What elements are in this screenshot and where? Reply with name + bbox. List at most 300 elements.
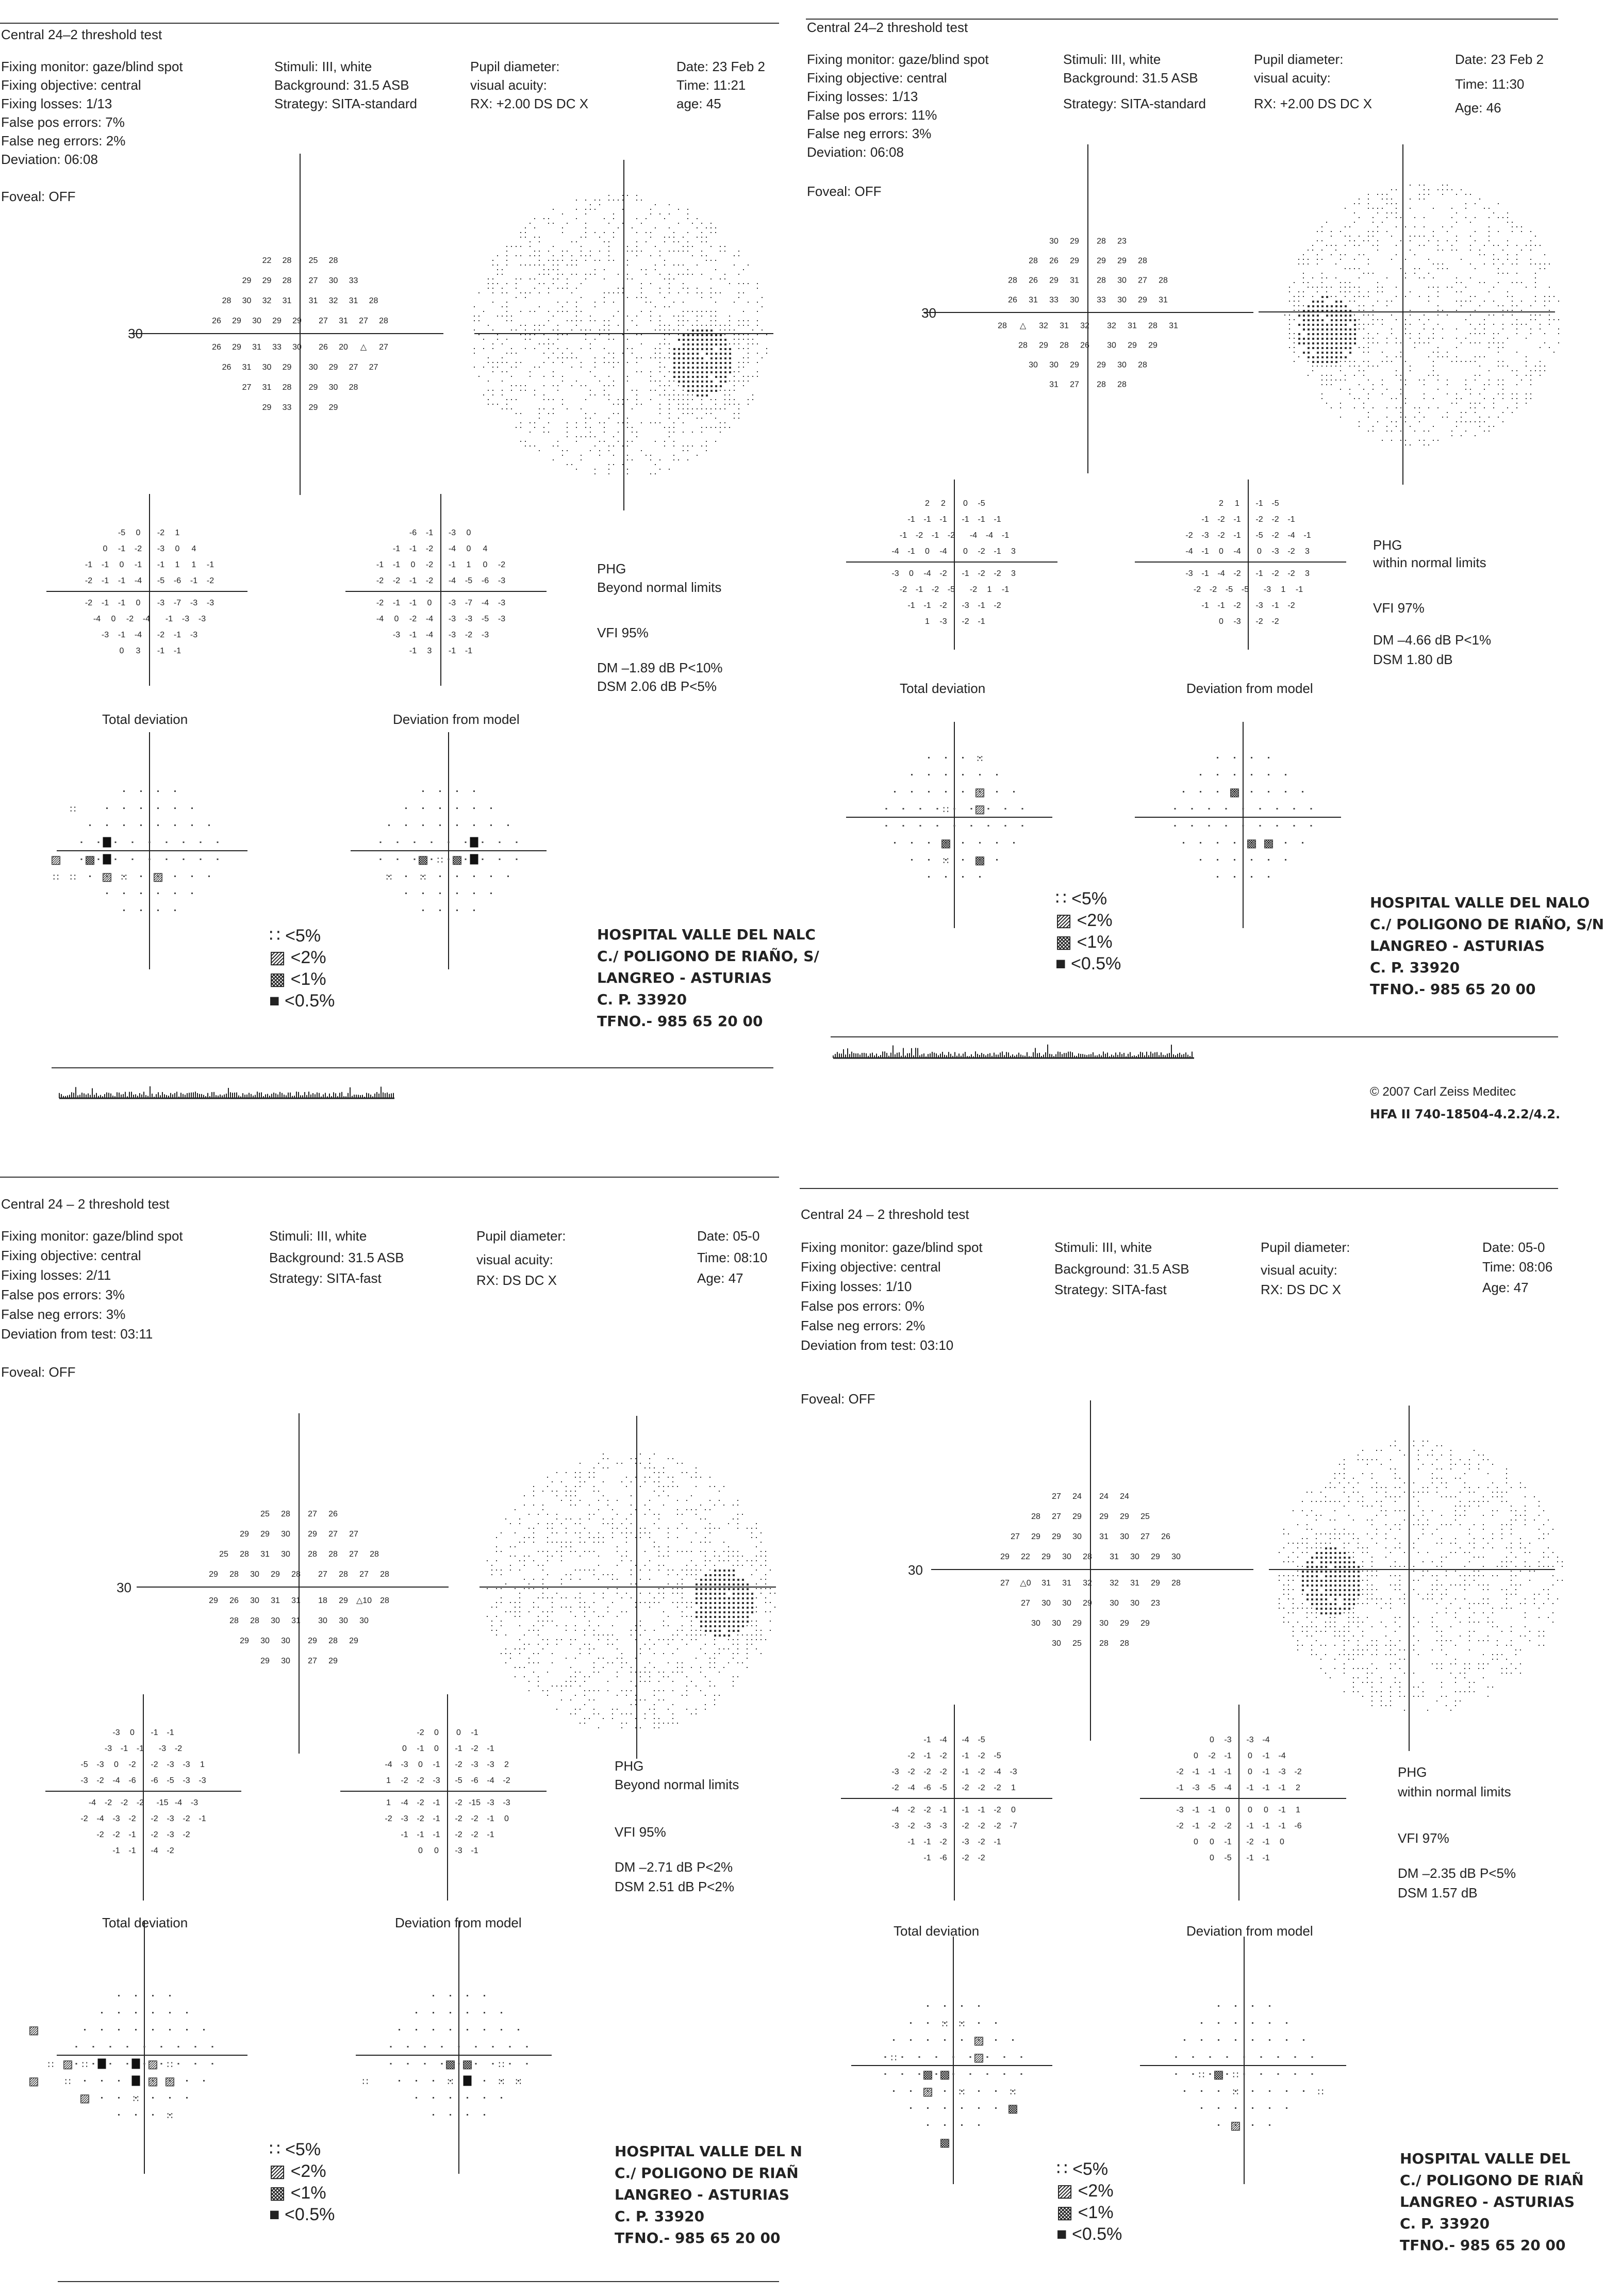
grid-value: 28 bbox=[240, 1550, 249, 1559]
greyscale-dot bbox=[747, 1667, 748, 1668]
greyscale-dot bbox=[686, 1634, 687, 1636]
greyscale-dot bbox=[649, 1579, 650, 1580]
grid-value: 28 bbox=[1148, 321, 1157, 331]
grid-value: 29 bbox=[1041, 1552, 1051, 1562]
greyscale-dot bbox=[751, 1565, 752, 1566]
grid-value: 28 bbox=[369, 296, 378, 306]
greyscale-dot bbox=[626, 1611, 627, 1612]
normal-point bbox=[424, 2063, 426, 2064]
greyscale-dot bbox=[1385, 1496, 1386, 1497]
greyscale-dot bbox=[570, 1518, 571, 1519]
greyscale-dot bbox=[1432, 1478, 1433, 1479]
greyscale-dot bbox=[1446, 1496, 1447, 1497]
greyscale-dot bbox=[593, 1662, 594, 1663]
greyscale-dot bbox=[1390, 1459, 1391, 1460]
grid-value: 32 bbox=[1110, 1579, 1119, 1588]
greyscale-dot bbox=[566, 1472, 567, 1473]
greyscale-dot bbox=[580, 1518, 581, 1519]
greyscale-dot bbox=[1455, 1506, 1456, 1507]
grid-value: 30 bbox=[262, 363, 272, 372]
grid-value: -2 bbox=[1217, 515, 1225, 524]
greyscale-dot bbox=[631, 1634, 632, 1636]
normal-point bbox=[186, 2080, 188, 2082]
greyscale-dot bbox=[528, 1662, 530, 1663]
grid-value: 0 bbox=[119, 646, 124, 655]
greyscale-dot bbox=[668, 1625, 669, 1626]
greyscale-dot bbox=[1307, 1515, 1308, 1516]
grid-value: 28 bbox=[291, 1570, 301, 1579]
grid-value: -4 bbox=[985, 531, 994, 540]
greyscale-dot bbox=[1418, 1519, 1419, 1521]
greyscale-dot bbox=[566, 1542, 567, 1543]
probability-mark-p05 bbox=[132, 2059, 140, 2069]
greyscale-dot bbox=[1558, 319, 1559, 320]
greyscale-dot bbox=[593, 1542, 594, 1543]
greyscale-dot bbox=[751, 1644, 752, 1645]
grid-value: -1 bbox=[206, 560, 214, 569]
grid-value: -1 bbox=[120, 1744, 128, 1753]
greyscale-dot bbox=[566, 1681, 567, 1682]
greyscale-dot bbox=[737, 1565, 738, 1566]
greyscale-dot bbox=[561, 1639, 562, 1640]
normal-point bbox=[484, 2080, 485, 2082]
grid-value: -1 bbox=[487, 1814, 494, 1823]
greyscale-dot bbox=[719, 1630, 721, 1632]
greyscale-dot bbox=[668, 1551, 669, 1552]
greyscale-dot bbox=[501, 1551, 502, 1552]
greyscale-dot bbox=[1362, 1501, 1363, 1502]
greyscale-dot bbox=[519, 1639, 520, 1640]
greyscale-dot bbox=[714, 1588, 716, 1590]
greyscale-dot bbox=[626, 1542, 627, 1543]
pupil-diameter: Pupil diameter: bbox=[470, 59, 560, 74]
greyscale-dot bbox=[733, 1616, 735, 1618]
greyscale-dot bbox=[542, 1509, 543, 1510]
greyscale-dot bbox=[1358, 1455, 1359, 1456]
grid-value: -2 bbox=[151, 1830, 158, 1839]
greyscale-dot bbox=[723, 1583, 725, 1585]
grid-value: -1 bbox=[1271, 601, 1279, 610]
grid-value: -1 bbox=[118, 544, 126, 553]
greyscale-dot bbox=[705, 1695, 706, 1696]
grid-value: 27 bbox=[349, 1550, 358, 1559]
greyscale-dot bbox=[1348, 1501, 1349, 1502]
greyscale-dot bbox=[728, 1551, 729, 1552]
greyscale-dot bbox=[1455, 1510, 1456, 1511]
grid-value: -2 bbox=[128, 1760, 136, 1769]
greyscale-dot bbox=[1501, 1492, 1502, 1493]
grid-value: 29 bbox=[262, 403, 272, 412]
greyscale-dot bbox=[686, 1616, 687, 1617]
greyscale-dot bbox=[677, 1672, 678, 1673]
greyscale-dot bbox=[1302, 1510, 1303, 1511]
normal-point bbox=[526, 2063, 528, 2064]
normal-point bbox=[467, 2012, 468, 2013]
greyscale-dot bbox=[612, 1518, 613, 1519]
greyscale-dot bbox=[640, 1648, 641, 1649]
normal-point bbox=[186, 2097, 188, 2099]
greyscale-dot bbox=[723, 1648, 724, 1649]
greyscale-dot bbox=[770, 1621, 771, 1622]
greyscale-dot bbox=[714, 1625, 716, 1627]
greyscale-dot bbox=[528, 1537, 530, 1538]
greyscale-dot bbox=[737, 1505, 738, 1506]
greyscale-dot bbox=[756, 1546, 757, 1547]
greyscale-dot bbox=[1455, 1515, 1456, 1516]
greyscale-dot bbox=[603, 1658, 604, 1659]
greyscale-dot bbox=[723, 1505, 724, 1506]
greyscale-dot bbox=[737, 1648, 738, 1649]
grid-value: 27 bbox=[318, 1570, 327, 1579]
greyscale-dot bbox=[533, 1653, 534, 1654]
greyscale-dot bbox=[1423, 1487, 1424, 1488]
greyscale-dot bbox=[491, 1625, 492, 1626]
grid-value: -4 bbox=[425, 614, 434, 623]
greyscale-dot bbox=[654, 1704, 655, 1705]
grid-value: -5 bbox=[1271, 499, 1279, 508]
greyscale-dot bbox=[598, 1727, 599, 1728]
greyscale-dot bbox=[700, 1667, 701, 1668]
greyscale-dot bbox=[603, 1481, 604, 1482]
greyscale-dot bbox=[756, 1570, 757, 1571]
greyscale-dot bbox=[501, 1602, 502, 1603]
grid-value: -3 bbox=[401, 1814, 408, 1823]
pupil-diameter: Pupil diameter: bbox=[1254, 52, 1344, 67]
greyscale-dot bbox=[668, 1458, 669, 1459]
grid-value: -3 bbox=[157, 598, 165, 607]
greyscale-dot bbox=[510, 1658, 511, 1659]
greyscale-dot bbox=[668, 1676, 669, 1677]
greyscale-dot bbox=[719, 1579, 721, 1581]
deviation-time: Deviation from test: 03:11 bbox=[1, 1326, 153, 1342]
greyscale-dot bbox=[658, 1481, 659, 1482]
grid-value: 30 bbox=[308, 363, 318, 372]
greyscale-dot bbox=[1385, 1487, 1386, 1488]
grid-value: -2 bbox=[112, 1830, 120, 1839]
grid-value: -1 bbox=[1201, 569, 1209, 578]
probability-mark-p2: ▨ bbox=[153, 870, 163, 884]
greyscale-dot bbox=[714, 1630, 716, 1632]
greyscale-dot bbox=[1339, 1464, 1340, 1465]
greyscale-dot bbox=[658, 1546, 659, 1547]
greyscale-dot bbox=[737, 1551, 738, 1552]
greyscale-dot bbox=[1353, 1478, 1354, 1479]
grid-value: -4 bbox=[93, 614, 101, 623]
greyscale-dot bbox=[1511, 1506, 1512, 1507]
greyscale-dot bbox=[1492, 1464, 1493, 1465]
grid-value: 30 bbox=[281, 1657, 290, 1666]
greyscale-dot bbox=[1427, 1455, 1428, 1456]
total-prob-axes bbox=[57, 1921, 247, 2174]
greyscale-dot bbox=[751, 1574, 752, 1575]
greyscale-dot bbox=[714, 1551, 715, 1552]
greyscale-dot bbox=[1543, 1524, 1544, 1525]
greyscale-dot bbox=[631, 1630, 632, 1631]
legend-p5: ∷ <5% bbox=[269, 926, 321, 946]
greyscale-dot bbox=[1427, 1492, 1428, 1493]
greyscale-dot bbox=[519, 1593, 520, 1594]
greyscale-dot bbox=[1460, 1478, 1461, 1479]
greyscale-dot bbox=[524, 1537, 525, 1538]
greyscale-dot bbox=[533, 1537, 534, 1538]
greyscale-dot bbox=[524, 1588, 525, 1589]
grid-value: -3 bbox=[939, 617, 947, 626]
greyscale-dot bbox=[691, 1667, 692, 1668]
grid-value: -1 bbox=[433, 1760, 440, 1769]
greyscale-dot bbox=[575, 1491, 576, 1492]
greyscale-dot bbox=[1399, 1524, 1400, 1525]
grid-value: -5 bbox=[455, 1776, 462, 1785]
greyscale-dot bbox=[1525, 1519, 1526, 1521]
greyscale-dot bbox=[1446, 1524, 1447, 1525]
probability-mark-p5: ∷ bbox=[977, 753, 983, 765]
model-deviation-label: Deviation from model bbox=[1186, 681, 1313, 696]
greyscale-dot bbox=[547, 1486, 548, 1487]
greyscale-dot bbox=[728, 1560, 729, 1561]
grid-value: -1 bbox=[433, 1798, 440, 1807]
greyscale-dot bbox=[566, 1658, 567, 1659]
greyscale-dot bbox=[575, 1625, 576, 1626]
greyscale-dot bbox=[644, 1667, 646, 1668]
probability-mark-p2: ▨ bbox=[102, 870, 112, 884]
greyscale-dot bbox=[580, 1486, 581, 1487]
greyscale-dot bbox=[700, 1542, 701, 1543]
greyscale-dot bbox=[747, 1588, 749, 1590]
greyscale-dot bbox=[760, 1579, 762, 1580]
greyscale-dot bbox=[570, 1505, 571, 1506]
normal-point bbox=[492, 2063, 494, 2064]
probability-mark-p1: ▩ bbox=[445, 2058, 456, 2071]
greyscale-dot bbox=[1399, 1510, 1400, 1511]
normal-point bbox=[518, 2029, 519, 2030]
greyscale-dot bbox=[505, 1648, 506, 1649]
grid-value: 29 bbox=[339, 1596, 348, 1606]
greyscale-dot bbox=[747, 1634, 748, 1636]
greyscale-dot bbox=[580, 1709, 581, 1710]
greyscale-dot bbox=[607, 1500, 608, 1501]
grid-value: 0 bbox=[963, 547, 968, 556]
greyscale-dot bbox=[631, 1570, 632, 1571]
greyscale-dot bbox=[635, 1704, 636, 1705]
grid-value: -4 bbox=[385, 1760, 392, 1769]
normal-point bbox=[509, 2046, 511, 2047]
grid-value: 0 bbox=[466, 528, 471, 537]
greyscale-dot bbox=[524, 1648, 525, 1649]
greyscale-dot bbox=[654, 1472, 655, 1473]
greyscale-dot bbox=[598, 1616, 599, 1617]
grid-value: -1 bbox=[118, 576, 126, 585]
grid-value: 29 bbox=[1083, 1599, 1092, 1608]
grid-value: 28 bbox=[349, 383, 358, 392]
greyscale-dot bbox=[668, 1583, 669, 1584]
greyscale-dot bbox=[737, 1611, 739, 1613]
grid-value: 29 bbox=[1052, 1532, 1061, 1542]
greyscale-dot bbox=[751, 1593, 753, 1595]
greyscale-dot bbox=[742, 1579, 744, 1581]
greyscale-dot bbox=[566, 1574, 567, 1575]
patient-age: Age: 47 bbox=[1482, 1280, 1529, 1295]
p1-icon: ▩ bbox=[1055, 932, 1077, 952]
greyscale-dot bbox=[700, 1625, 702, 1627]
greyscale-dot bbox=[1464, 1473, 1465, 1474]
greyscale-dot bbox=[756, 1588, 757, 1589]
grid-value: -4 bbox=[401, 1798, 408, 1807]
greyscale-dot bbox=[1362, 1450, 1363, 1451]
greyscale-dot bbox=[658, 1672, 659, 1673]
greyscale-dot bbox=[1446, 1487, 1447, 1488]
greyscale-dot bbox=[728, 1546, 729, 1547]
grid-value: -1 bbox=[931, 531, 939, 540]
grid-value: -1 bbox=[487, 1744, 494, 1753]
probability-mark-p2: ▨ bbox=[79, 2092, 90, 2105]
grid-value: -5 bbox=[947, 585, 955, 594]
strategy: Strategy: SITA-fast bbox=[1054, 1282, 1167, 1297]
grid-value: -6 bbox=[409, 528, 417, 537]
greyscale-dot bbox=[519, 1667, 520, 1668]
greyscale-dot bbox=[580, 1537, 581, 1538]
greyscale-dot bbox=[584, 1481, 585, 1482]
greyscale-dot bbox=[1450, 1455, 1451, 1456]
greyscale-dot bbox=[1506, 1482, 1507, 1483]
greyscale-dot bbox=[714, 1644, 715, 1645]
greyscale-dot bbox=[589, 1532, 590, 1533]
greyscale-dot bbox=[1418, 1524, 1419, 1525]
greyscale-dot bbox=[631, 1495, 632, 1496]
greyscale-dot bbox=[696, 1486, 697, 1487]
grid-value: 30 bbox=[1099, 1619, 1109, 1628]
greyscale-dot bbox=[686, 1709, 687, 1710]
greyscale-dot bbox=[533, 1579, 534, 1580]
grid-value: -1 bbox=[433, 1814, 440, 1823]
grid-value: -1 bbox=[118, 598, 126, 607]
greyscale-dot bbox=[640, 1621, 641, 1622]
greyscale-dot bbox=[649, 1648, 650, 1649]
greyscale-dot bbox=[1371, 1524, 1373, 1525]
greyscale-dot bbox=[644, 1551, 646, 1552]
background: Background: 31.5 ASB bbox=[1063, 70, 1198, 86]
normal-point bbox=[118, 2114, 120, 2116]
grid-value: -3 bbox=[487, 1798, 494, 1807]
grid-value: 25 bbox=[219, 1550, 228, 1559]
grid-value: 27 bbox=[1052, 1512, 1061, 1522]
greyscale-dot bbox=[570, 1579, 571, 1580]
greyscale-dot bbox=[1320, 1515, 1321, 1516]
greyscale-dot bbox=[640, 1532, 641, 1533]
greyscale-dot bbox=[644, 1718, 646, 1719]
greyscale-dot bbox=[686, 1690, 687, 1691]
grid-value: 26 bbox=[328, 1510, 338, 1519]
greyscale-dot bbox=[1330, 1519, 1331, 1521]
greyscale-dot bbox=[598, 1463, 599, 1464]
greyscale-dot bbox=[589, 1644, 590, 1645]
greyscale-dot bbox=[733, 1611, 735, 1613]
greyscale-dot bbox=[677, 1537, 678, 1538]
grid-value: 0 bbox=[119, 560, 124, 569]
greyscale-dot bbox=[723, 1602, 725, 1604]
grid-value: -2 bbox=[947, 531, 955, 540]
grid-value: -4 bbox=[376, 614, 384, 623]
probability-mark-p2: ▨ bbox=[51, 853, 61, 867]
greyscale-dot bbox=[635, 1537, 636, 1538]
grid-value: 28 bbox=[328, 1637, 338, 1646]
normal-point bbox=[441, 2046, 443, 2047]
greyscale-dot bbox=[668, 1528, 669, 1529]
greyscale-dot bbox=[501, 1597, 502, 1598]
grid-value: -2 bbox=[455, 1798, 462, 1807]
normal-point bbox=[152, 2097, 154, 2099]
normal-point bbox=[416, 2097, 417, 2099]
grid-value: -2 bbox=[417, 1814, 424, 1823]
greyscale-dot bbox=[524, 1644, 525, 1645]
grid-value: 29 bbox=[1072, 1619, 1082, 1628]
greyscale-dot bbox=[654, 1713, 655, 1714]
greyscale-dot bbox=[760, 1593, 762, 1594]
grid-value: -1 bbox=[1001, 531, 1010, 540]
phg-title: PHG bbox=[1373, 537, 1402, 553]
grid-value: -4 bbox=[448, 544, 456, 553]
grid-value: -1 bbox=[1201, 547, 1209, 556]
greyscale-dot bbox=[1344, 1464, 1345, 1465]
greyscale-dot bbox=[598, 1690, 599, 1691]
grid-value: 30 bbox=[1062, 1599, 1071, 1608]
normal-point bbox=[433, 1995, 434, 1996]
greyscale-dot bbox=[598, 1625, 599, 1626]
greyscale-dot bbox=[533, 1607, 534, 1608]
greyscale-dot bbox=[672, 1602, 673, 1603]
greyscale-dot bbox=[640, 1699, 641, 1700]
greyscale-dot bbox=[1413, 1515, 1414, 1516]
greyscale-dot bbox=[658, 1528, 659, 1529]
greyscale-dot bbox=[580, 1570, 581, 1571]
greyscale-dot bbox=[677, 1486, 678, 1487]
greyscale-dot bbox=[561, 1500, 562, 1501]
greyscale-dot bbox=[593, 1491, 594, 1492]
greyscale-dot bbox=[728, 1607, 730, 1609]
grid-value: -1 bbox=[173, 630, 181, 639]
grid-value: 28 bbox=[308, 1550, 317, 1559]
grid-value: -3 bbox=[167, 1760, 174, 1769]
greyscale-dot bbox=[719, 1672, 720, 1673]
grid-value: 29 bbox=[260, 1657, 270, 1666]
greyscale-dot bbox=[570, 1542, 571, 1543]
grid-value: 1 bbox=[175, 528, 180, 537]
greyscale-dot bbox=[658, 1477, 659, 1478]
normal-point bbox=[492, 2046, 494, 2047]
normal-point bbox=[135, 2012, 137, 2013]
normal-point bbox=[433, 2080, 434, 2082]
greyscale-dot bbox=[682, 1514, 683, 1515]
greyscale-dot bbox=[561, 1542, 562, 1543]
grid-value: 30 bbox=[1049, 237, 1059, 246]
greyscale-dot bbox=[510, 1565, 511, 1566]
greyscale-dot bbox=[1423, 1464, 1424, 1465]
grid-value: 0 bbox=[963, 499, 968, 508]
normal-point bbox=[76, 2063, 77, 2064]
greyscale-dot bbox=[682, 1667, 683, 1668]
greyscale-dot bbox=[1469, 1464, 1470, 1465]
probability-mark-p1: ▩ bbox=[940, 837, 951, 850]
greyscale-dot bbox=[1404, 1492, 1405, 1493]
grid-value: 31 bbox=[252, 343, 261, 352]
grid-value: -2 bbox=[939, 569, 947, 578]
grid-value: 0 bbox=[130, 1728, 135, 1737]
greyscale-dot bbox=[1478, 1468, 1479, 1469]
greyscale-dot bbox=[556, 1644, 557, 1645]
greyscale-dot bbox=[756, 1621, 757, 1622]
greyscale-dot bbox=[547, 1639, 548, 1640]
greyscale-dot bbox=[696, 1579, 697, 1580]
normal-point bbox=[195, 2063, 196, 2064]
